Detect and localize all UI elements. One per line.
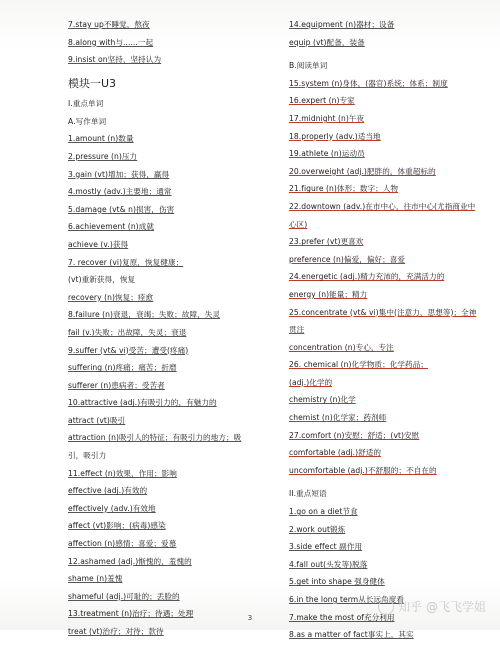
left-text-line: 3.gain (vt)增加；获得，赢得 bbox=[68, 169, 170, 179]
right-text-line: 1.go on a diet节食 bbox=[289, 507, 358, 517]
left-text-line: shame (n)羞愧 bbox=[68, 574, 123, 584]
watermark-text: 知乎 @飞飞学姐 bbox=[398, 600, 486, 614]
right-text-line: 8.as a matter of fact事实上，其实 bbox=[289, 630, 414, 640]
right-text-line: 5.get into shape 强身健体 bbox=[289, 577, 385, 587]
page-number: 3 bbox=[247, 614, 253, 622]
left-text-line: affect (vt)影响；(病毒)感染 bbox=[68, 521, 166, 531]
left-text-line: 1.amount (n)数量 bbox=[68, 134, 134, 144]
left-text-line: 7.stay up不睡觉，熬夜 bbox=[68, 20, 150, 29]
left-text-line: suffering (n)疼痛；痛苦；折磨 bbox=[68, 363, 177, 373]
left-text-line: 8.failure (n)衰退，衰竭；失败；故障，失灵 bbox=[68, 310, 221, 320]
watermark bbox=[378, 598, 486, 615]
right-text-line: equip (vt)配备，装备 bbox=[289, 37, 365, 47]
left-text-line: 5.damage (vt& n)损害，伤害 bbox=[68, 204, 175, 214]
right-text-line: 15.system (n)身体，(器官)系统；体系；制度 bbox=[289, 78, 448, 88]
right-text-line: 20.overweight (adj.)肥胖的，体重超标的 bbox=[289, 166, 436, 176]
right-text-line: 2.work out锻炼 bbox=[289, 524, 346, 534]
right-text-line: 27.comfort (n)安慰；舒适；(vt)安慰 bbox=[289, 430, 420, 440]
right-text-line: 心区) bbox=[289, 219, 308, 229]
left-text-line: (vt)重新获得，恢复 bbox=[68, 275, 136, 285]
right-text-line: 14.equipment (n)器材；设备 bbox=[289, 20, 395, 29]
right-text-line: 19.athlete (n)运动员 bbox=[289, 149, 365, 159]
left-text-line: fail (v.)失败；出故障，失灵；衰退 bbox=[68, 327, 187, 337]
left-text-line: effectively (adv.)有效地 bbox=[68, 503, 156, 513]
right-text-line: B.阅读单词 bbox=[289, 61, 328, 71]
right-text-line: 贯注 bbox=[289, 325, 305, 335]
left-text-line: attract (vt)吸引 bbox=[68, 415, 126, 425]
left-column bbox=[68, 20, 283, 645]
right-text-line: chemistry (n)化学 bbox=[289, 395, 356, 405]
right-text-line: concentration (n)专心，专注 bbox=[289, 342, 394, 352]
section-heading: 模块一U3 bbox=[68, 77, 117, 91]
right-text-line: 21.figure (n)体形；数字；人物 bbox=[289, 184, 399, 194]
right-text-line: 24.energetic (adj.)精力充沛的，充满活力的 bbox=[289, 272, 445, 282]
left-text-line: I.重点单词 bbox=[68, 99, 104, 109]
right-text-line: 26. chemical (n)化学物质；化学药品； bbox=[289, 360, 428, 370]
left-text-line: 6.achievement (n)成就 bbox=[68, 222, 154, 232]
zhihu-logo-icon bbox=[378, 599, 394, 615]
left-text-line: 引，吸引力 bbox=[68, 451, 107, 461]
left-text-line: A.写作单词 bbox=[68, 116, 107, 126]
left-text-line: 8.along with与......一起 bbox=[68, 37, 154, 47]
right-text-line: 18.properly (adv.)适当地 bbox=[289, 131, 381, 141]
right-text-line: II.重点短语 bbox=[289, 489, 327, 499]
right-text-line: preference (n)偏爱，偏好；喜爱 bbox=[289, 254, 406, 264]
left-text-line: 9.suffer (vt& vi)受苦；遭受(疼痛) bbox=[68, 345, 189, 355]
left-text-line: recovery (n)恢复；痊愈 bbox=[68, 292, 154, 302]
left-text-line: 10.attractive (adj.)有吸引力的，有魅力的 bbox=[68, 398, 217, 408]
left-text-line: 4.mostly (adv.)主要地；通常 bbox=[68, 187, 172, 197]
left-text-line: shameful (adj.)可耻的；丢脸的 bbox=[68, 591, 180, 601]
left-text-line: sufferer (n)患病者；受苦者 bbox=[68, 380, 165, 390]
left-text-line: 2.pressure (n)压力 bbox=[68, 151, 138, 161]
right-text-line: energy (n)能量；精力 bbox=[289, 289, 368, 299]
right-text-line: 22.downtown (adv.)在市中心，往市中心(尤指商业中 bbox=[289, 201, 476, 211]
left-text-line: treat (vt)治疗；对待；款待 bbox=[68, 627, 164, 636]
right-text-line: comfortable (adj.)舒适的 bbox=[289, 448, 382, 458]
right-column bbox=[289, 20, 494, 648]
left-text-line: 11.effect (n)效果，作用；影响 bbox=[68, 468, 177, 478]
right-text-line: 23.prefer (vt)更喜欢 bbox=[289, 237, 364, 247]
left-text-line: affection (n)感情；喜爱；爱慕 bbox=[68, 539, 177, 549]
left-text-line: 9.insist on坚持，坚持认为 bbox=[68, 55, 162, 65]
right-text-line: 6.in the long term从长远角度看 bbox=[289, 595, 405, 604]
right-text-line: 7.make the most of充分利用 bbox=[289, 612, 395, 622]
right-text-line: 25.concentrate (vt& vi)集中(注意力，思想等)；全神 bbox=[289, 307, 477, 317]
right-text-line: 16.expert (n)专家 bbox=[289, 96, 355, 106]
right-text-line: 3.side effect 副作用 bbox=[289, 542, 363, 552]
right-text-line: chemist (n)化学家；药剂师 bbox=[289, 413, 387, 423]
left-text-line: attraction (n)吸引人的特征；有吸引力的地方；吸 bbox=[68, 433, 242, 443]
left-text-line: 7. recover (vi)复原，恢复健康； bbox=[68, 257, 184, 267]
right-text-line: uncomfortable (adj.)不舒服的；不自在的 bbox=[289, 465, 437, 475]
right-text-line: 17.midnight (n)午夜 bbox=[289, 113, 365, 123]
right-text-line: 4.fall out(头发等)脱落 bbox=[289, 559, 368, 569]
right-text-line: (adj.)化学的 bbox=[289, 377, 333, 387]
left-text-line: achieve (v.)获得 bbox=[68, 239, 129, 249]
left-text-line: 13.treatment (n)治疗；待遇；处理 bbox=[68, 609, 194, 619]
left-text-line: effective (adj.)有效的 bbox=[68, 486, 148, 496]
left-text-line: 12.ashamed (adj.)惭愧的，羞愧的 bbox=[68, 556, 192, 566]
